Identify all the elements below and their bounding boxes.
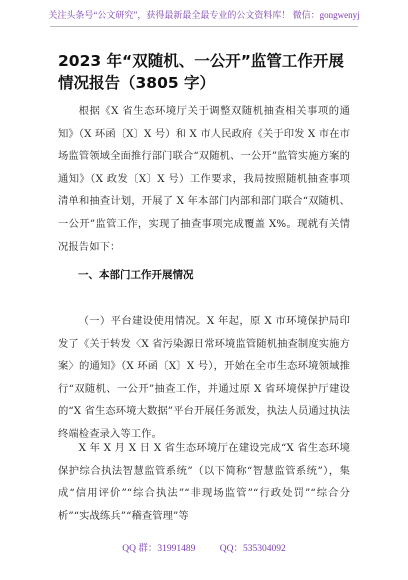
paragraph-platform: （一）平台建设使用情况。X 年起，原 X 市环境保护局印发了《关于转发〈X 省污染源日常环境监管随机抽查制度实施方案〉的通知》（X 环函〔X〕X 号），开始在全市生态环境领域推行“双随机、一公开”抽查工作，并通过原 X 省环境保护厅建设的“X 省生态环境大数据”平台开展任务派发，执法人员通过执法终端检查录入等工作。 (58, 315, 350, 440)
header-divider (50, 26, 358, 27)
section-heading: 一、本部门工作开展情况 (78, 269, 194, 281)
footer-qq: QQ：535304092 (219, 544, 286, 554)
document-title: 2023 年“双随机、一公开”监管工作开展情况报告（3805 字） (58, 52, 344, 92)
footer-contact (0, 540, 408, 554)
paragraph-system: X 年 X 月 X 日 X 省生态环境厅在建设完成“X 省生态环境保护综合执法智慧监管系统”（以下简称“智慧监管系统”），集成“信用评价”“综合执法”“非现场监管”“行政处罚”“综合分析”“实战练兵”“稽查管理”等 (58, 442, 350, 522)
paragraph-intro: 根据《X 省生态环境厅关于调整双随机抽查相关事项的通知》（X 环函〔X〕X 号）和 X 市人民政府《关于印发 X 市在市场监管领域全面推行部门联合“双随机、一公开”监管实施方案的通知》（X 政发〔X〕X 号）工作要求，我局按照随机抽查事项清单和抽查计划，开展了 X 年本部门内部和部门联合“双随机、一公开”监管工作，实现了抽查事项完成覆盖 X%。现就有关情况报告如下： (58, 105, 350, 253)
footer-qq-group: QQ 群：31991489 (122, 544, 196, 554)
header-banner: 关注头条号“公文研究”，获得最新最全最专业的公文资料库！ 微信：gongwenyj (48, 10, 360, 20)
